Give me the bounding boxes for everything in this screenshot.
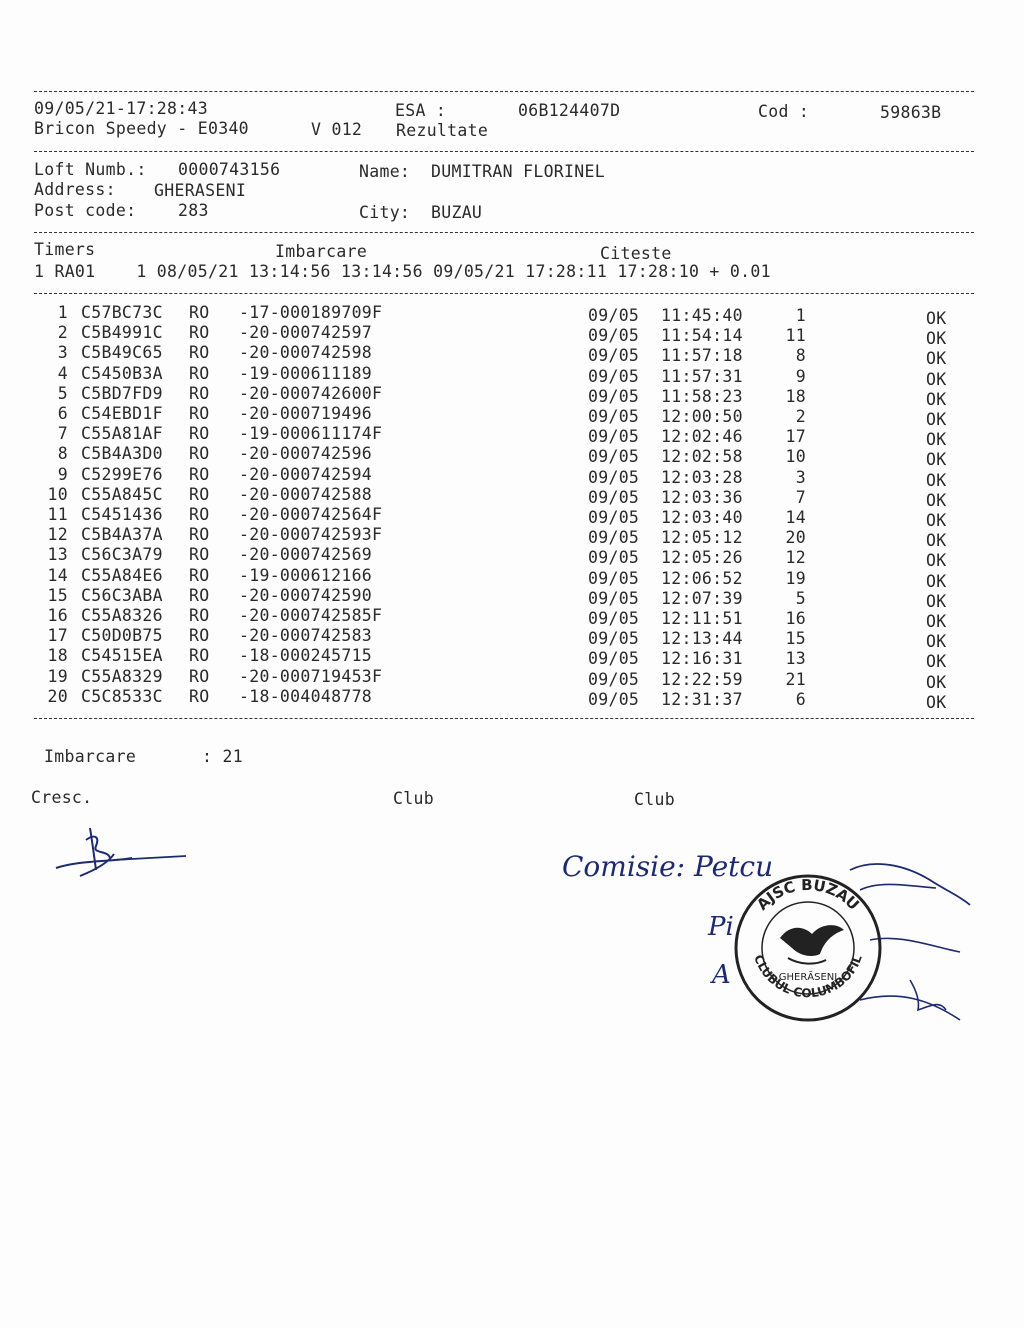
cell-time: 12:16:31	[661, 649, 743, 669]
cell-no: 17	[47, 626, 68, 646]
cell-no: 15	[47, 585, 68, 605]
cell-time: 12:22:59	[661, 669, 743, 689]
cell-ring: -19-000611174F	[239, 424, 383, 444]
cod-label: Cod :	[758, 102, 810, 121]
cell-no: 5	[57, 383, 68, 403]
cell-chip: C57BC73C	[81, 303, 163, 322]
cell-chip: C54515EA	[81, 646, 163, 666]
cell-date: 09/05	[588, 689, 640, 709]
cell-status: OK	[926, 430, 947, 450]
cell-country: RO	[189, 484, 210, 504]
cell-country: RO	[189, 686, 210, 706]
cell-country: RO	[189, 565, 210, 585]
cell-no: 20	[47, 686, 68, 706]
cell-pos: 17	[785, 427, 806, 447]
cell-status: OK	[926, 571, 947, 591]
cell-country: RO	[189, 424, 210, 444]
name-label: Name:	[359, 162, 411, 181]
divider-top	[34, 91, 974, 92]
divider-timers	[34, 293, 974, 294]
cell-pos: 6	[795, 689, 806, 709]
cell-ring: -17-000189709F	[239, 303, 383, 322]
cell-date: 09/05	[588, 629, 640, 649]
cell-status: OK	[926, 470, 947, 490]
cell-pos: 13	[785, 649, 806, 669]
cell-date: 09/05	[588, 487, 640, 507]
club-label-2: Club	[634, 790, 675, 809]
cell-country: RO	[189, 626, 210, 646]
cell-date: 09/05	[588, 407, 640, 426]
timers-label: Timers	[34, 240, 96, 259]
cod-value: 59863B	[880, 103, 942, 122]
table-row	[0, 545, 1024, 571]
cell-ring: -18-004048778	[239, 686, 373, 706]
cell-ring: -20-000742588	[239, 484, 373, 504]
cell-country: RO	[189, 343, 210, 363]
cell-date: 09/05	[588, 609, 640, 628]
cell-country: RO	[189, 363, 210, 383]
cell-pos: 12	[785, 548, 806, 568]
table-row	[0, 606, 1024, 631]
cell-pos: 11	[785, 326, 806, 346]
cell-country: RO	[189, 646, 210, 666]
cell-no: 8	[57, 444, 68, 464]
cell-date: 09/05	[588, 346, 640, 366]
cell-time: 11:57:18	[661, 346, 743, 366]
table-row	[0, 464, 1024, 490]
cell-status: OK	[926, 389, 947, 409]
cell-chip: C5B4A37A	[81, 525, 163, 545]
cell-status: OK	[926, 410, 947, 429]
cell-date: 09/05	[588, 306, 640, 325]
cell-date: 09/05	[588, 326, 640, 346]
club-label-1: Club	[393, 789, 434, 808]
cell-pos: 3	[795, 467, 806, 487]
table-row	[0, 525, 1024, 551]
imbarcare-footer-value: : 21	[202, 747, 243, 766]
cell-status: OK	[926, 490, 947, 510]
cell-no: 6	[57, 404, 68, 423]
cell-chip: C56C3ABA	[81, 585, 163, 605]
club-stamp	[728, 868, 888, 1028]
doc-type: Rezultate	[396, 121, 489, 140]
city-value: BUZAU	[431, 203, 483, 222]
cell-time: 12:07:39	[661, 588, 743, 608]
cell-country: RO	[189, 505, 210, 524]
cell-country: RO	[189, 303, 210, 322]
cell-country: RO	[189, 666, 210, 686]
table-row	[0, 323, 1024, 349]
cell-ring: -19-000611189	[239, 363, 373, 383]
header-datetime: 09/05/21-17:28:43	[34, 99, 208, 118]
cell-time: 11:58:23	[661, 386, 743, 406]
table-row	[0, 686, 1024, 712]
breeder-signature	[50, 820, 190, 890]
cell-pos: 18	[785, 386, 806, 406]
cell-date: 09/05	[588, 386, 640, 406]
cell-no: 18	[47, 646, 68, 666]
esa-value: 06B124407D	[518, 101, 621, 120]
table-row	[0, 666, 1024, 692]
cell-no: 9	[57, 464, 68, 484]
cell-no: 11	[47, 505, 68, 524]
stamp-top-text: AJSC BUZAU	[753, 875, 863, 914]
cell-ring: -20-000742564F	[239, 505, 383, 524]
cell-chip: C55A845C	[81, 484, 163, 504]
cell-country: RO	[189, 323, 210, 343]
cell-chip: C56C3A79	[81, 545, 163, 565]
cell-date: 09/05	[588, 467, 640, 487]
cell-date: 09/05	[588, 588, 640, 608]
cell-pos: 19	[785, 568, 806, 588]
cell-no: 10	[47, 484, 68, 504]
cell-ring: -20-000742596	[239, 444, 373, 464]
commission-signature-3: A	[712, 960, 731, 990]
cell-pos: 2	[795, 407, 806, 426]
cell-date: 09/05	[588, 528, 640, 548]
cell-status: OK	[926, 672, 947, 692]
cell-pos: 9	[795, 366, 806, 386]
divider-loft	[34, 232, 974, 233]
cell-pos: 1	[795, 306, 806, 325]
cell-country: RO	[189, 545, 210, 565]
cell-chip: C5C8533C	[81, 686, 163, 706]
cell-pos: 8	[795, 346, 806, 366]
cell-time: 12:03:40	[661, 508, 743, 527]
cell-pos: 10	[785, 447, 806, 467]
table-row	[0, 565, 1024, 591]
cell-pos: 21	[785, 669, 806, 689]
cell-time: 12:02:46	[661, 427, 743, 447]
cresc-label: Cresc.	[31, 788, 93, 807]
cell-date: 09/05	[588, 427, 640, 447]
cell-time: 12:11:51	[661, 609, 743, 628]
cell-no: 7	[57, 424, 68, 444]
cell-status: OK	[926, 450, 947, 470]
table-row	[0, 505, 1024, 530]
esa-label: ESA :	[395, 101, 447, 120]
cell-chip: C55A81AF	[81, 424, 163, 444]
cell-ring: -20-000719453F	[239, 666, 383, 686]
cell-no: 14	[47, 565, 68, 585]
loft-label: Loft Numb.:	[34, 160, 147, 179]
cell-country: RO	[189, 585, 210, 605]
cell-pos: 7	[795, 487, 806, 507]
owner-name: DUMITRAN FLORINEL	[431, 162, 605, 181]
cell-no: 3	[57, 343, 68, 363]
cell-time: 11:57:31	[661, 366, 743, 386]
cell-no: 2	[57, 323, 68, 343]
cell-status: OK	[926, 632, 947, 652]
stamp-center-text: GHERĂSENI	[778, 972, 838, 983]
cell-pos: 5	[795, 588, 806, 608]
cell-status: OK	[926, 692, 947, 712]
cell-time: 12:05:12	[661, 528, 743, 548]
cell-status: OK	[926, 652, 947, 672]
commission-signature: Comisie: Petcu	[562, 850, 774, 883]
cell-chip: C54EBD1F	[81, 404, 163, 423]
imbarcare-footer-label: Imbarcare	[44, 747, 137, 766]
cell-status: OK	[926, 369, 947, 389]
commission-signature-2: Pi	[708, 912, 734, 942]
cell-ring: -20-000742598	[239, 343, 373, 363]
table-row	[0, 444, 1024, 470]
cell-chip: C55A84E6	[81, 565, 163, 585]
cell-no: 16	[47, 606, 68, 625]
cell-ring: -19-000612166	[239, 565, 373, 585]
address-label: Address:	[34, 180, 116, 199]
table-row	[0, 626, 1024, 652]
cell-status: OK	[926, 551, 947, 571]
table-row	[0, 343, 1024, 369]
version: V 012	[311, 120, 363, 139]
cell-chip: C50D0B75	[81, 626, 163, 646]
address-value: GHERASENI	[154, 181, 247, 200]
cell-status: OK	[926, 612, 947, 631]
cell-ring: -18-000245715	[239, 646, 373, 666]
table-row	[0, 585, 1024, 611]
divider-results	[34, 718, 974, 719]
cell-no: 13	[47, 545, 68, 565]
cell-date: 09/05	[588, 649, 640, 669]
cell-date: 09/05	[588, 669, 640, 689]
cell-no: 12	[47, 525, 68, 545]
cell-time: 12:03:36	[661, 487, 743, 507]
cell-ring: -20-000742583	[239, 626, 373, 646]
cell-pos: 16	[785, 609, 806, 628]
cell-no: 19	[47, 666, 68, 686]
cell-chip: C5B4991C	[81, 323, 163, 343]
cell-date: 09/05	[588, 568, 640, 588]
table-row	[0, 424, 1024, 450]
cell-country: RO	[189, 464, 210, 484]
cell-time: 12:05:26	[661, 548, 743, 568]
post-code-label: Post code:	[34, 201, 137, 220]
cell-time: 12:31:37	[661, 689, 743, 709]
cell-ring: -20-000742569	[239, 545, 373, 565]
cell-ring: -20-000742593F	[239, 525, 383, 545]
cell-chip: C55A8326	[81, 606, 163, 625]
cell-time: 11:45:40	[661, 306, 743, 325]
stamp-bottom-text: CLUBUL COLUMBOFIL	[751, 952, 865, 1001]
cell-chip: C5B4A3D0	[81, 444, 163, 464]
cell-ring: -20-000742594	[239, 464, 373, 484]
cell-date: 09/05	[588, 447, 640, 467]
cell-status: OK	[926, 511, 947, 530]
cell-status: OK	[926, 591, 947, 611]
timer-line: 1 RA01 1 08/05/21 13:14:56 13:14:56 09/05/21 17:28:11 17:28:10 + 0.01	[34, 262, 771, 281]
cell-date: 09/05	[588, 366, 640, 386]
cell-status: OK	[926, 329, 947, 349]
cell-country: RO	[189, 404, 210, 423]
cell-chip: C5450B3A	[81, 363, 163, 383]
cell-country: RO	[189, 383, 210, 403]
cell-ring: -20-000719496	[239, 404, 373, 423]
cell-time: 12:06:52	[661, 568, 743, 588]
post-code-value: 283	[178, 201, 209, 220]
cell-time: 12:02:58	[661, 447, 743, 467]
cell-date: 09/05	[588, 548, 640, 568]
table-row	[0, 404, 1024, 429]
table-row	[0, 303, 1024, 328]
table-row	[0, 363, 1024, 389]
cell-ring: -20-000742600F	[239, 383, 383, 403]
table-row	[0, 383, 1024, 409]
imbarcare-header: Imbarcare	[275, 242, 368, 261]
cell-time: 11:54:14	[661, 326, 743, 346]
cell-date: 09/05	[588, 508, 640, 527]
cell-no: 4	[57, 363, 68, 383]
cell-ring: -20-000742585F	[239, 606, 383, 625]
cell-pos: 15	[785, 629, 806, 649]
cell-time: 12:13:44	[661, 629, 743, 649]
citeste-header: Citeste	[600, 244, 672, 263]
cell-time: 12:03:28	[661, 467, 743, 487]
cell-ring: -20-000742597	[239, 323, 373, 343]
cell-chip: C5B49C65	[81, 343, 163, 363]
cell-pos: 20	[785, 528, 806, 548]
cell-chip: C55A8329	[81, 666, 163, 686]
cell-ring: -20-000742590	[239, 585, 373, 605]
cell-chip: C5299E76	[81, 464, 163, 484]
loft-number: 0000743156	[178, 160, 281, 179]
cell-country: RO	[189, 606, 210, 625]
cell-no: 1	[57, 303, 68, 322]
cell-status: OK	[926, 309, 947, 328]
divider-header	[34, 151, 974, 152]
cell-status: OK	[926, 349, 947, 369]
cell-pos: 14	[785, 508, 806, 527]
device-name: Bricon Speedy - E0340	[34, 119, 249, 138]
cell-time: 12:00:50	[661, 407, 743, 426]
cell-chip: C5BD7FD9	[81, 383, 163, 403]
cell-country: RO	[189, 525, 210, 545]
cell-chip: C5451436	[81, 505, 163, 524]
cell-country: RO	[189, 444, 210, 464]
table-row	[0, 484, 1024, 510]
cell-status: OK	[926, 531, 947, 551]
table-row	[0, 646, 1024, 672]
city-label: City:	[359, 203, 411, 222]
